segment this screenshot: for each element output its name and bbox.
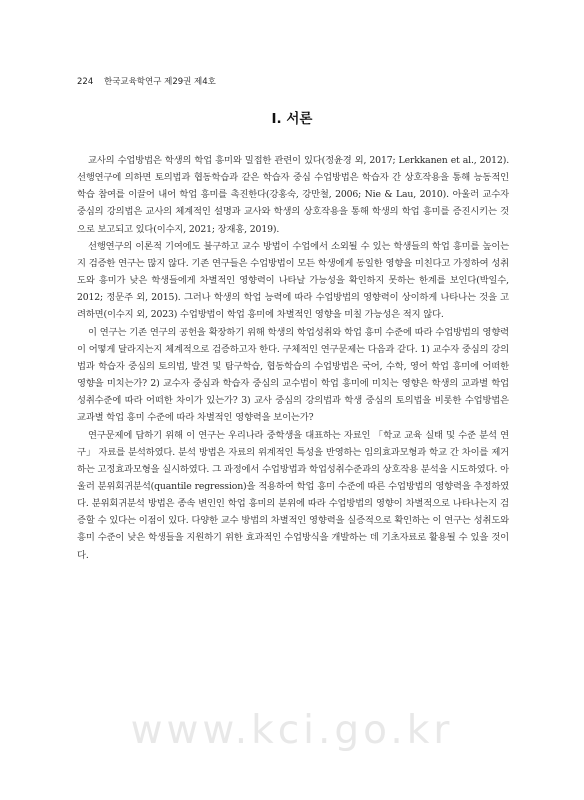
section-title: Ⅰ. 서론: [271, 111, 313, 127]
body-text: [77, 152, 509, 564]
paragraph: 선행연구의 이론적 기여에도 불구하고 교수 방법이 수업에서 소외될 수 있는 학생들의 학업 흥미를 높이는지 검증한 연구는 많지 않다. 기존 연구들은 수업방법이 모든 학생에게 동일한 영향을 미친다고 가정하여 성취도와 흥미가 낮은 학생들에게 차별적인 영향력이 나타날 가능성을 확인하지 못하는 한계를 보인다(박일수, 2012; 정문주 외, 2015). 그러나 학생의 학업 능력에 따라 수업방법의 영향력이 상이하게 나타나는 것을 고려하면(이수지 외, 2023) 수업방법이 학업 흥미에 차별적인 영향을 미칠 가능성은 적지 않다.: [77, 240, 509, 321]
paragraph: 연구문제에 답하기 위해 이 연구는 우리나라 중학생을 대표하는 자료인 「학교 교육 실태 및 수준 분석 연구」 자료를 분석하였다. 분석 방법은 자료의 위계적인 특성을 반영하는 임의효과모형과 학교 간 차이를 제거하는 고정효과모형을 실시하였다. 그 과정에서 수업방법과 학업성취수준과의 상호작용 분석을 시도하였다. 아울러 분위회귀분석(quantile regression)을 적용하여 학업 흥미 수준에 따른 수업방법의 영향력을 추정하였다. 분위회귀분석 방법은 종속 변인인 학업 흥미의 분위에 따라 수업방법의 영향이 차별적으로 나타나는지 검증할 수 있다는 이점이 있다. 다양한 교수 방법의 차별적인 영향력을 실증적으로 확인하는 이 연구는 성취도와 흥미 수준이 낮은 학생들을 지원하기 위한 효과적인 수업방식을 개발하는 데 기초자료로 활용될 수 있을 것이다.: [77, 429, 509, 561]
watermark: www.kci.go.kr: [130, 708, 454, 753]
page-number: 224: [77, 77, 94, 87]
running-header: [77, 75, 216, 87]
paragraph: 이 연구는 기존 연구의 공헌을 확장하기 위해 학생의 학업성취와 학업 흥미 수준에 따라 수업방법의 영향력이 어떻게 달라지는지 체계적으로 검증하고자 한다. 구체적인 연구문제는 다음과 같다. 1) 교수자 중심의 강의법과 학습자 중심의 토의법, 발견 및 탐구학습, 협동학습의 수업방법은 국어, 수학, 영어 학업 흥미에 어떠한 영향을 미치는가? 2) 교수자 중심과 학습자 중심의 교수법이 학업 흥미에 미치는 영향은 학생의 교과별 학업성취수준에 따라 어떠한 차이가 있는가? 3) 교사 중심의 강의법과 학생 중심의 토의법을 비롯한 수업방법은 교과별 학업 흥미 수준에 따라 차별적인 영향력을 보이는가?: [77, 326, 509, 424]
journal-name: 한국교육학연구 제29권 제4호: [103, 77, 216, 87]
paragraph: 교사의 수업방법은 학생의 학업 흥미와 밀접한 관련이 있다(정윤경 외, 2017; Lerkkanen et al., 2012). 선행연구에 의하면 토의법과 협동학습과 같은 학습자 중심 수업방법은 학습자 간 상호작용을 통해 능동적인 학습 참여를 이끌어 내어 학업 흥미를 촉진한다(강홍숙, 강만철, 2006; Nie & Lau, 2010). 아울러 교수자 중심의 강의법은 교사의 체계적인 설명과 교사와 학생의 상호작용을 통해 학생의 학업 흥미를 증진시키는 것으로 보고되고 있다(이수지, 2021; 장재홍, 2019).: [77, 155, 509, 235]
